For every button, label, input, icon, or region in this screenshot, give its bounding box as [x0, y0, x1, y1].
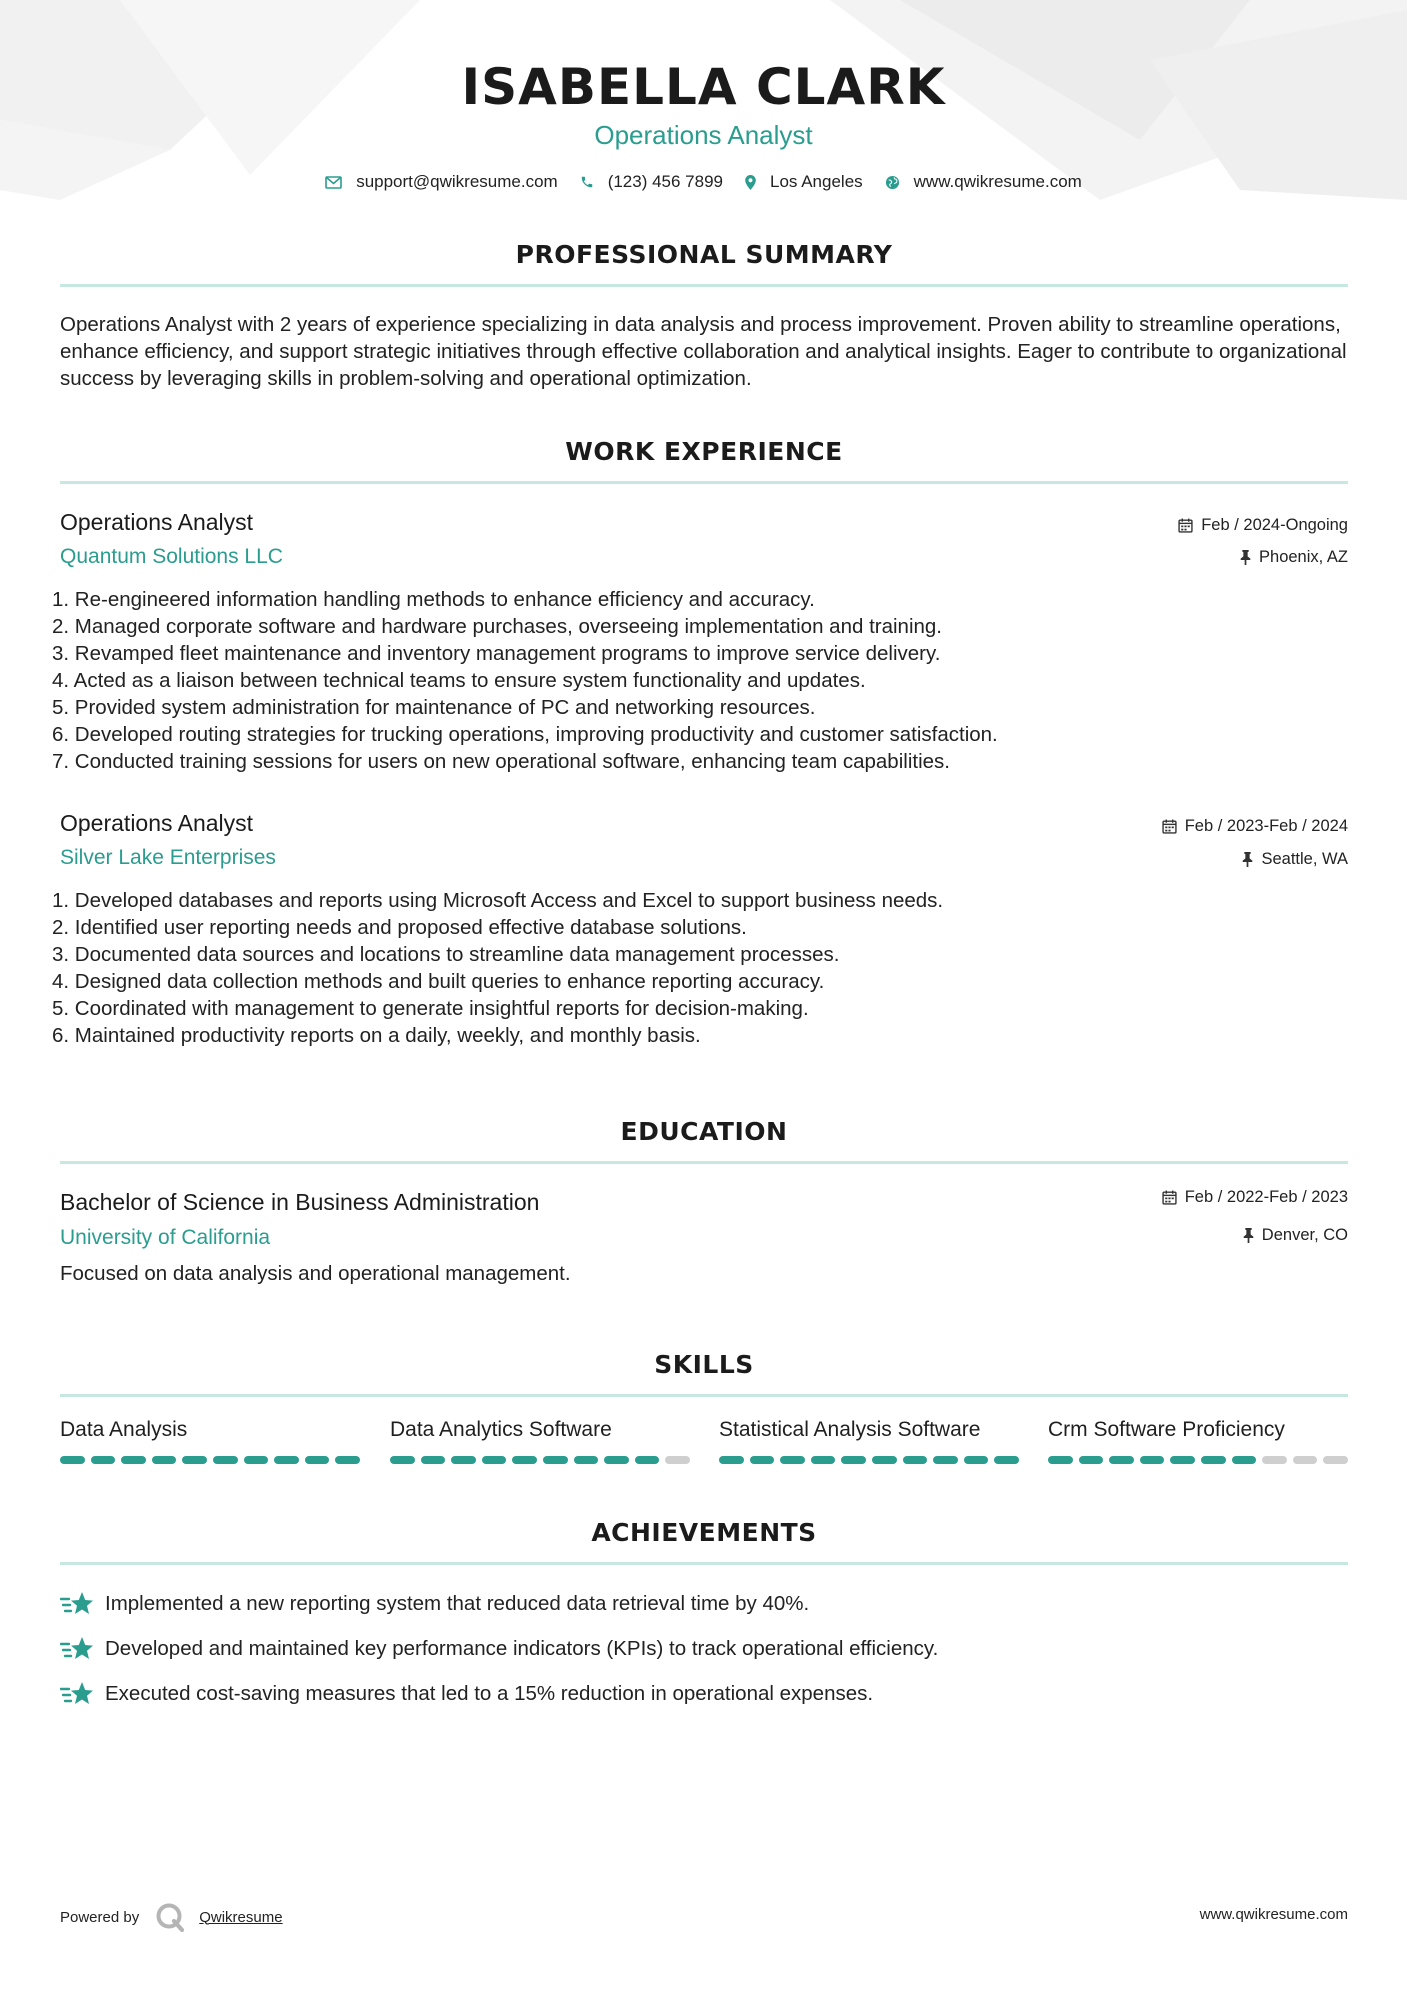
skill-segment-filled [482, 1456, 507, 1464]
achievement-item [60, 1680, 873, 1708]
summary-divider [60, 284, 1348, 287]
star-icon [60, 1590, 94, 1618]
contact-phone[interactable] [580, 172, 723, 192]
education-dates [1162, 1188, 1348, 1207]
education-divider [60, 1161, 1348, 1164]
envelope-icon [325, 176, 342, 189]
skill-segment-filled [451, 1456, 476, 1464]
contact-location-text: Los Angeles [770, 172, 863, 191]
pushpin-icon [1242, 852, 1253, 867]
skill-segment-filled [121, 1456, 146, 1464]
skill-item [390, 1418, 690, 1464]
powered-by-label: Powered by [60, 1908, 140, 1926]
skill-segment-filled [780, 1456, 805, 1464]
skill-segment-filled [60, 1456, 85, 1464]
education-description: Focused on data analysis and operational management. [60, 1262, 571, 1285]
skill-item [1048, 1418, 1348, 1464]
job-dates-text: Feb / 2024-Ongoing [1201, 516, 1348, 534]
job-bullet: 1. Re-engineered information handling methods to enhance efficiency and accuracy. [52, 588, 815, 611]
candidate-role: Operations Analyst [594, 120, 813, 150]
job-location-text: Phoenix, AZ [1259, 548, 1348, 566]
skill-segment-filled [512, 1456, 537, 1464]
skill-level-bar [719, 1456, 1019, 1464]
contact-website[interactable] [885, 172, 1082, 192]
education-school: University of California [60, 1226, 271, 1249]
skill-segment-filled [1170, 1456, 1195, 1464]
skill-segment-filled [421, 1456, 446, 1464]
star-icon [60, 1680, 94, 1708]
skill-segment-filled [933, 1456, 958, 1464]
skill-segment-filled [1109, 1456, 1134, 1464]
skill-segment-empty [665, 1456, 690, 1464]
skill-segment-filled [274, 1456, 299, 1464]
skill-segment-empty [1323, 1456, 1348, 1464]
skill-segment-filled [213, 1456, 238, 1464]
skill-segment-filled [1140, 1456, 1165, 1464]
skill-level-bar [390, 1456, 690, 1464]
education-section-title: EDUCATION [620, 1117, 788, 1146]
contact-website-text: www.qwikresume.com [913, 172, 1082, 191]
experience-section-title: WORK EXPERIENCE [565, 437, 843, 466]
job-title: Operations Analyst [60, 810, 254, 836]
skill-segment-filled [1201, 1456, 1226, 1464]
skill-name: Statistical Analysis Software [719, 1418, 981, 1441]
skill-segment-filled [574, 1456, 599, 1464]
skill-segment-filled [903, 1456, 928, 1464]
job-dates-text: Feb / 2023-Feb / 2024 [1184, 817, 1348, 835]
job-bullet: 6. Developed routing strategies for trucking operations, improving productivity and customer satisfaction. [52, 723, 998, 746]
skill-name: Data Analysis [60, 1418, 188, 1441]
skill-segment-filled [719, 1456, 744, 1464]
contact-email-text: support@qwikresume.com [356, 172, 558, 191]
candidate-name: ISABELLA CLARK [461, 58, 946, 116]
job-title: Operations Analyst [60, 509, 254, 535]
achievement-text: Executed cost-saving measures that led to a 15% reduction in operational expenses. [105, 1682, 874, 1705]
job-bullet: 4. Designed data collection methods and built queries to enhance reporting accuracy. [52, 970, 825, 993]
skill-segment-filled [1079, 1456, 1104, 1464]
skill-segment-filled [152, 1456, 177, 1464]
job-bullet: 5. Provided system administration for maintenance of PC and networking resources. [52, 696, 816, 719]
qwikresume-link[interactable]: Qwikresume [199, 1908, 283, 1926]
contact-phone-text: (123) 456 7899 [607, 172, 724, 191]
education-dates-text: Feb / 2022-Feb / 2023 [1184, 1188, 1348, 1206]
contact-bar [0, 172, 1407, 192]
job-bullets [52, 586, 1352, 775]
skill-segment-filled [305, 1456, 330, 1464]
skill-segment-filled [841, 1456, 866, 1464]
job-bullet: 2. Managed corporate software and hardware purchases, overseeing implementation and training. [52, 615, 942, 638]
education-location [1243, 1226, 1348, 1245]
phone-icon [580, 175, 594, 189]
footer-powered-by [60, 1902, 283, 1932]
job-bullet: 3. Documented data sources and locations to streamline data management processes. [52, 943, 840, 966]
achievements-section-title: ACHIEVEMENTS [591, 1518, 817, 1547]
skill-segment-filled [244, 1456, 269, 1464]
job-company: Quantum Solutions LLC [60, 545, 283, 568]
map-pin-icon [745, 175, 756, 190]
skill-item [60, 1418, 360, 1464]
skill-segment-filled [335, 1456, 360, 1464]
skill-segment-empty [1262, 1456, 1287, 1464]
job-dates [1178, 516, 1348, 535]
job-bullet: 6. Maintained productivity reports on a daily, weekly, and monthly basis. [52, 1024, 701, 1047]
contact-email[interactable] [325, 172, 558, 192]
calendar-icon [1162, 819, 1177, 834]
skills-section-title: SKILLS [654, 1350, 754, 1379]
experience-divider [60, 481, 1348, 484]
star-icon [60, 1635, 94, 1663]
summary-section-title: PROFESSIONAL SUMMARY [515, 240, 893, 269]
job-location-text: Seattle, WA [1261, 850, 1348, 868]
job-bullet: 2. Identified user reporting needs and proposed effective database solutions. [52, 916, 747, 939]
education-degree: Bachelor of Science in Business Administration [60, 1189, 540, 1215]
skill-name: Data Analytics Software [390, 1418, 612, 1441]
achievement-item [60, 1590, 809, 1618]
calendar-icon [1162, 1190, 1177, 1205]
globe-icon [885, 175, 900, 190]
achievement-item [60, 1635, 938, 1663]
skill-name: Crm Software Proficiency [1048, 1418, 1285, 1441]
skill-segment-filled [811, 1456, 836, 1464]
contact-location [745, 172, 863, 192]
education-location-text: Denver, CO [1261, 1226, 1348, 1244]
achievement-text: Developed and maintained key performance indicators (KPIs) to track operational efficiency. [105, 1637, 939, 1660]
job-bullet: 5. Coordinated with management to generate insightful reports for decision-making. [52, 997, 809, 1020]
achievements-divider [60, 1562, 1348, 1565]
achievement-text: Implemented a new reporting system that reduced data retrieval time by 40%. [105, 1592, 810, 1615]
skill-segment-filled [750, 1456, 775, 1464]
job-bullet: 7. Conducted training sessions for users on new operational software, enhancing team capabilities. [52, 750, 950, 773]
job-bullet: 3. Revamped fleet maintenance and inventory management programs to improve service delivery. [52, 642, 941, 665]
job-bullet: 4. Acted as a liaison between technical teams to ensure system functionality and updates. [52, 669, 866, 692]
summary-text: Operations Analyst with 2 years of experience specializing in data analysis and process improvement. Proven ability to streamline operations, enhance efficiency, and support strategic initiatives through effective collaboration and analytical insights. Eager to contribute to organizational success by leveraging skills in problem-solving and operational optimization. [60, 313, 1347, 390]
job-location [1242, 850, 1348, 869]
qwikresume-logo [155, 1902, 185, 1932]
skill-segment-filled [964, 1456, 989, 1464]
job-bullets [52, 887, 1352, 1049]
skill-item [719, 1418, 1019, 1464]
pushpin-icon [1243, 1228, 1254, 1243]
skill-level-bar [60, 1456, 360, 1464]
skill-segment-filled [994, 1456, 1019, 1464]
job-company: Silver Lake Enterprises [60, 846, 276, 869]
skill-segment-filled [182, 1456, 207, 1464]
skill-segment-filled [390, 1456, 415, 1464]
footer-website[interactable]: www.qwikresume.com [1199, 1906, 1348, 1923]
skill-segment-filled [1048, 1456, 1073, 1464]
skill-segment-filled [604, 1456, 629, 1464]
skill-segment-filled [543, 1456, 568, 1464]
job-bullet: 1. Developed databases and reports using Microsoft Access and Excel to support business needs. [52, 889, 944, 912]
skill-segment-filled [91, 1456, 116, 1464]
job-dates [1162, 817, 1348, 836]
skill-segment-filled [1232, 1456, 1257, 1464]
job-location [1240, 548, 1348, 567]
skill-segment-filled [635, 1456, 660, 1464]
skill-segment-filled [872, 1456, 897, 1464]
skills-divider [60, 1394, 1348, 1397]
skill-level-bar [1048, 1456, 1348, 1464]
skill-segment-empty [1293, 1456, 1318, 1464]
pushpin-icon [1240, 550, 1251, 565]
calendar-icon [1178, 518, 1193, 533]
